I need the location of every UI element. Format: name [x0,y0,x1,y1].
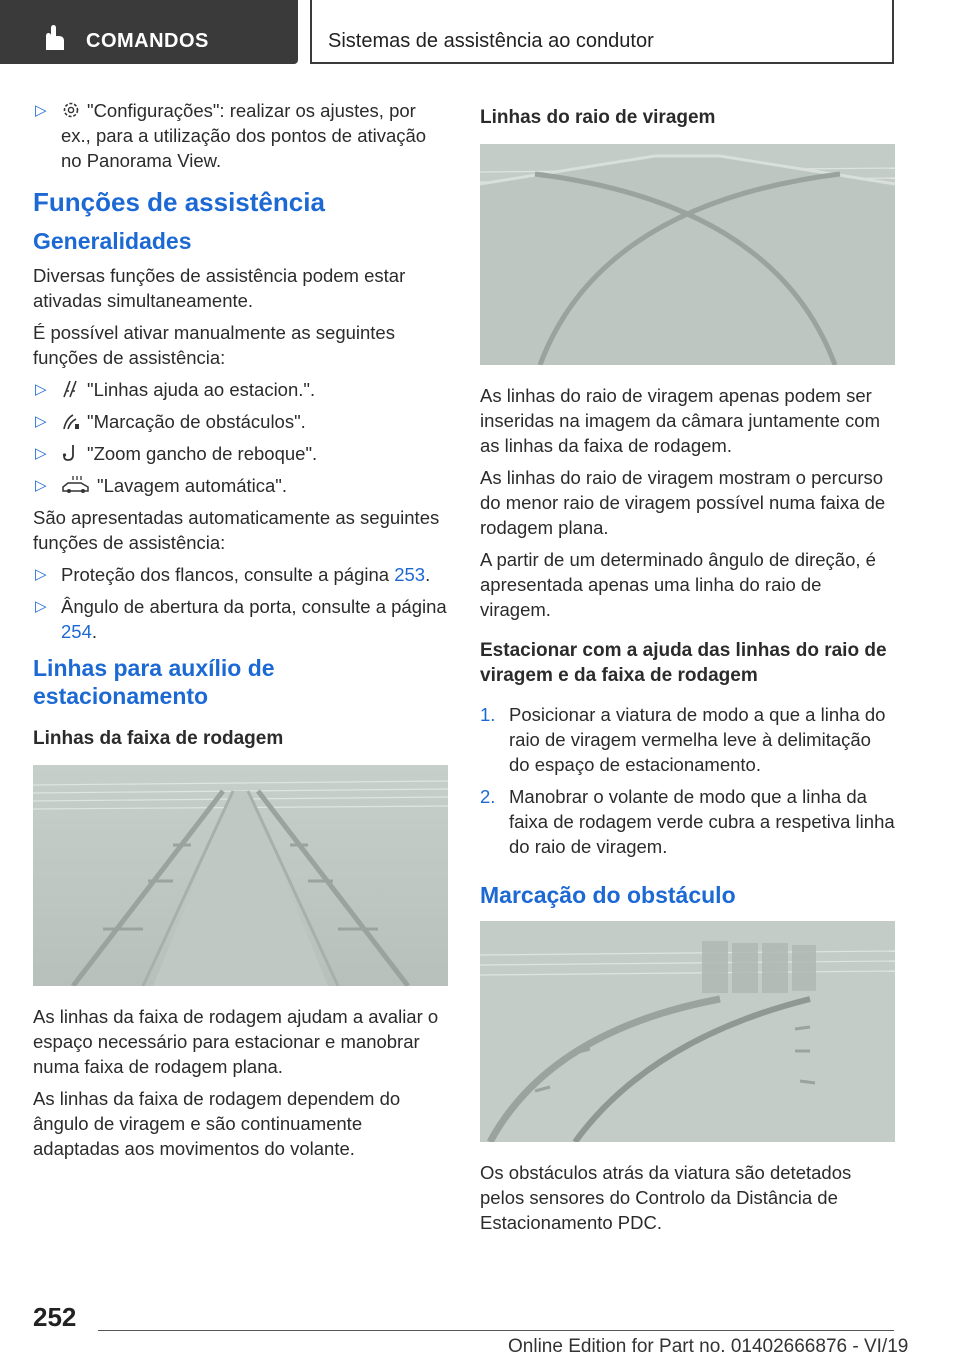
paragraph-obstacle: Os obstáculos atrás da viatura são detetados pelos sensores do Controlo da Distância de Estacionamento PDC. [480,1162,852,1233]
heading-turn-radius: Linhas do raio de viragem [480,107,716,128]
tow-hook-icon [61,443,81,463]
paragraph-lane-2: As linhas da faixa de rodagem dependem do ângulo de viragem e são continuamente adaptadas aos movimentos do volante. [33,1088,401,1159]
heading-assist-functions: Funções de assistência [33,187,325,217]
parking-lines-icon [61,379,81,399]
link-page-253[interactable]: 253 [394,564,426,585]
heading-parking-lines: Linhas para auxílio de estacionamento [33,655,275,709]
header-tab-label: COMANDOS [86,30,209,52]
auto-item-door: ▷ Ângulo de abertura da porta, consulte a página 254. [33,594,448,644]
hand-icon [38,24,68,52]
paragraph-simultaneous: Diversas funções de assistência podem estar ativadas simultaneamente. [33,265,406,311]
settings-bullet: ▷ "Configurações": realizar os ajustes, por ex., para a utilização dos pontos de ativação no Panorama View. [33,98,448,173]
heading-lane-lines: Linhas da faixa de rodagem [33,728,284,749]
turn-radius-image [480,144,895,365]
heading-general: Generalidades [33,228,192,254]
paragraph-turn-1: As linhas do raio de viragem apenas podem ser inseridas na imagem da câmara juntamente com as linhas da faixa de rodagem. [480,385,880,456]
manual-item-parking-lines: ▷ "Linhas ajuda ao estacion.". [33,377,448,402]
step-2: 2. Manobrar o volante de modo que a linha da faixa de rodagem verde cubra a respetiva linha do raio de viragem. [480,786,895,857]
footer-divider [98,1330,894,1331]
paragraph-manual: É possível ativar manualmente as seguintes funções de assistência: [33,322,395,368]
paragraph-lane-1: As linhas da faixa de rodagem ajudam a avaliar o espaço necessário para estacionar e manobrar numa faixa de rodagem plana. [33,1006,439,1077]
manual-item-obstacle: ▷ "Marcação de obstáculos". [33,409,448,434]
edition-note: Online Edition for Part no. 01402666876 - VI/19 [508,1336,909,1357]
header-section-label: Sistemas de assistência ao condutor [328,30,654,52]
lane-lines-image [33,765,448,986]
auto-item-flank: ▷ Proteção dos flancos, consulte a página 253. [33,562,448,587]
paragraph-automatic: São apresentadas automaticamente as seguintes funções de assistência: [33,507,440,553]
heading-obstacle: Marcação do obstáculo [480,882,736,908]
obstacle-image [480,921,895,1142]
right-column [480,98,895,1242]
step-1: 1. Posicionar a viatura de modo a que a linha do raio de viragem vermelha leve à delimitação do espaço de estacionamento. [480,704,886,775]
manual-item-car-wash: ▷ "Lavagem automática". [33,473,448,498]
left-column [33,98,448,1168]
obstacle-marking-icon [61,411,81,431]
page-number: 252 [33,1302,77,1332]
paragraph-turn-3: A partir de um determinado ângulo de direção, é apresentada apenas uma linha do raio de viragem. [480,549,876,620]
manual-item-tow-hook: ▷ "Zoom gancho de reboque". [33,441,448,466]
header-section [310,0,894,64]
gear-icon [61,100,81,120]
heading-park-with-lines: Estacionar com a ajuda das linhas do raio de viragem e da faixa de rodagem [480,640,887,686]
link-page-254[interactable]: 254 [61,621,92,642]
header-tab [0,0,298,64]
paragraph-turn-2: As linhas do raio de viragem mostram o percurso do menor raio de viragem possível numa faixa de rodagem plana. [480,467,886,538]
car-wash-icon [61,475,91,495]
